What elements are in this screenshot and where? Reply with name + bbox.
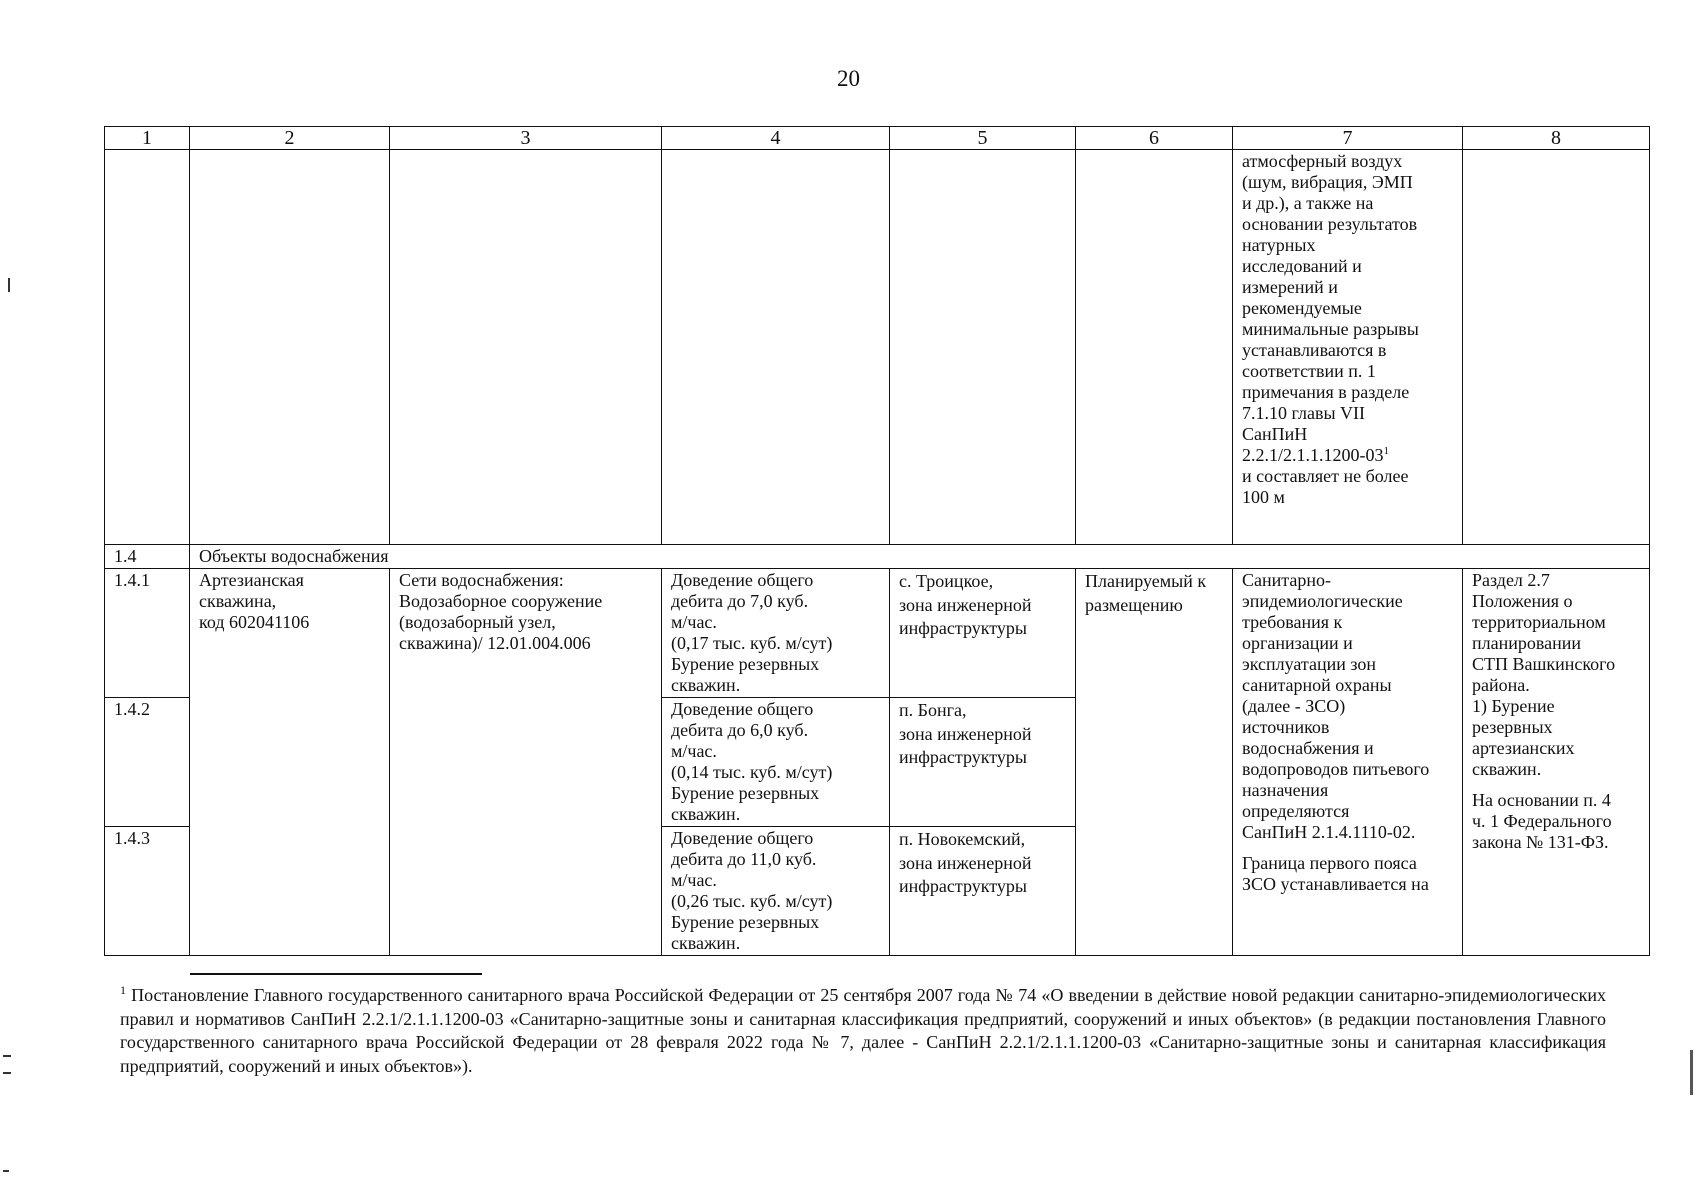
text-line: 100 м bbox=[1242, 487, 1285, 507]
text-line: Планируемый к bbox=[1085, 571, 1207, 591]
text-line: м/час. bbox=[671, 612, 717, 632]
sanpin-code: 2.2.1/2.1.1.1200-03 bbox=[1242, 445, 1384, 465]
text-line: скважин. bbox=[1472, 759, 1542, 779]
network-cell bbox=[390, 569, 662, 956]
capacity-cell bbox=[662, 569, 890, 698]
text-line: Раздел 2.7 bbox=[1472, 570, 1550, 590]
text-line: Санитарно- bbox=[1242, 570, 1331, 590]
empty-cell bbox=[890, 150, 1076, 545]
text-line: исследований и bbox=[1242, 256, 1362, 276]
header-cell: 4 bbox=[662, 127, 890, 150]
text-line: (водозаборный узел, bbox=[399, 612, 556, 632]
basis-cell bbox=[1463, 569, 1650, 956]
section-row bbox=[105, 545, 1650, 569]
scan-edge-mark bbox=[8, 278, 10, 292]
text-line: минимальные разрывы bbox=[1242, 319, 1419, 339]
page-number: 20 bbox=[837, 66, 860, 91]
header-row bbox=[105, 127, 1650, 150]
text-line: Положения о bbox=[1472, 591, 1573, 611]
header-cell: 1 bbox=[105, 127, 190, 150]
text-line: размещению bbox=[1085, 594, 1183, 615]
text-line: СанПиН 2.1.4.1110-02. bbox=[1242, 822, 1416, 842]
continuation-row bbox=[105, 150, 1650, 545]
empty-cell bbox=[105, 150, 190, 545]
text-line: Доведение общего bbox=[671, 699, 814, 719]
text-line: источников bbox=[1242, 717, 1330, 737]
scan-edge-mark bbox=[3, 1055, 11, 1057]
text-line: ч. 1 Федерального bbox=[1472, 811, 1612, 831]
text-line: закона № 131-ФЗ. bbox=[1472, 832, 1609, 852]
location-cell bbox=[890, 698, 1076, 827]
text-line: дебита до 7,0 куб. bbox=[671, 591, 809, 611]
text-line: с. Троицкое, bbox=[899, 571, 994, 591]
text-line: организации и bbox=[1242, 633, 1353, 653]
text-line: Артезианская bbox=[199, 570, 304, 590]
text-line: 1) Бурение bbox=[1472, 696, 1555, 716]
header-cell: 3 bbox=[390, 127, 662, 150]
table-row bbox=[105, 569, 1650, 698]
text-line: натурных bbox=[1242, 235, 1316, 255]
text-line: района. bbox=[1472, 675, 1530, 695]
text-line: СанПиН bbox=[1242, 424, 1308, 444]
text-line: и составляет не более bbox=[1242, 466, 1409, 486]
text-line: скважин. bbox=[671, 675, 741, 695]
header-cell: 8 bbox=[1463, 127, 1650, 150]
text-line: рекомендуемые bbox=[1242, 298, 1362, 318]
text-line: Сети водоснабжения: bbox=[399, 570, 564, 590]
text-line: ЗСО устанавливается на bbox=[1242, 874, 1429, 894]
requirements-cell bbox=[1233, 569, 1463, 956]
text-line: и др.), а также на bbox=[1242, 193, 1374, 213]
planning-table bbox=[104, 126, 1650, 956]
section-number: 1.4 bbox=[105, 545, 190, 569]
text-line: Водозаборное сооружение bbox=[399, 591, 603, 611]
text-line: скважин. bbox=[671, 804, 741, 824]
text-line: инфраструктуры bbox=[899, 876, 1027, 896]
continuation-requirements-cell bbox=[1233, 150, 1463, 545]
text-line: (0,26 тыс. куб. м/сут) bbox=[671, 891, 833, 911]
row-number: 1.4.1 bbox=[105, 569, 190, 698]
text-line: код 602041106 bbox=[199, 612, 310, 632]
text-line: зона инженерной bbox=[899, 723, 1032, 744]
text-line: п. Бонга, bbox=[899, 700, 967, 720]
header-cell: 2 bbox=[190, 127, 390, 150]
location-cell bbox=[890, 827, 1076, 956]
text-line: эпидемиологические bbox=[1242, 591, 1403, 611]
text-line: назначения bbox=[1242, 780, 1329, 800]
footnote-reference: 1 bbox=[1383, 445, 1389, 457]
text-line: СТП Вашкинского bbox=[1472, 654, 1616, 674]
empty-cell bbox=[662, 150, 890, 545]
text-line: соответствии п. 1 bbox=[1242, 361, 1376, 381]
empty-cell bbox=[1463, 150, 1650, 545]
empty-cell bbox=[190, 150, 390, 545]
status-cell bbox=[1076, 569, 1233, 956]
footnote-text: Постановление Главного государственного санитарного врача Российской Федерации от 25 сентября 2007 года № 74 «О введении в действие новой редакции санитарно-эпидемиологических правил и нормативов СанПиН 2.2.1/2.1.1.1200-03 «Санитарно-защитные зоны и санитарная классификация предприятий, сооружений и иных объектов» (в редакции постановления Главного государственного санитарного врача Российской Федерации от 28 февраля 2022 года № 7, далее - СанПиН 2.2.1/2.1.1.1200-03 «Санитарно-защитные зоны и санитарная классификация предприятий, сооружений и иных объектов»). bbox=[120, 985, 1607, 1076]
scan-edge-mark bbox=[3, 1170, 9, 1172]
text-line: примечания в разделе bbox=[1242, 382, 1410, 402]
text-line: (шум, вибрация, ЭМП bbox=[1242, 172, 1413, 192]
text-line: (0,14 тыс. куб. м/сут) bbox=[671, 762, 833, 782]
text-line: м/час. bbox=[671, 741, 717, 761]
text-line: требования к bbox=[1242, 612, 1343, 632]
location-cell bbox=[890, 569, 1076, 698]
text-line: На основании п. 4 bbox=[1472, 790, 1611, 810]
text-line: п. Новокемский, bbox=[899, 829, 1026, 849]
text-line: Доведение общего bbox=[671, 570, 814, 590]
text-line: планировании bbox=[1472, 633, 1582, 653]
text-line: 7.1.10 главы VII bbox=[1242, 403, 1366, 423]
text-line: Доведение общего bbox=[671, 828, 814, 848]
text-line: зона инженерной bbox=[899, 852, 1032, 873]
text-line: скважин. bbox=[671, 933, 741, 953]
text-line: скважина)/ 12.01.004.006 bbox=[399, 633, 591, 653]
text-line: Бурение резервных bbox=[671, 654, 820, 674]
text-line: м/час. bbox=[671, 870, 717, 890]
text-line: водоснабжения и bbox=[1242, 738, 1374, 758]
text-line: инфраструктуры bbox=[899, 747, 1027, 767]
capacity-cell bbox=[662, 827, 890, 956]
footnote bbox=[120, 984, 1606, 1078]
text-line: территориальном bbox=[1472, 612, 1606, 632]
text-line: (0,17 тыс. куб. м/сут) bbox=[671, 633, 833, 653]
scan-edge-mark bbox=[3, 1072, 11, 1074]
text-line: дебита до 11,0 куб. bbox=[671, 849, 817, 869]
header-cell: 7 bbox=[1233, 127, 1463, 150]
footnote-mark: 1 bbox=[120, 983, 126, 997]
capacity-cell bbox=[662, 698, 890, 827]
scan-edge-mark bbox=[1690, 1050, 1693, 1095]
row-number: 1.4.2 bbox=[105, 698, 190, 827]
footnote-separator bbox=[190, 973, 482, 975]
object-name-cell bbox=[190, 569, 390, 956]
empty-cell bbox=[1076, 150, 1233, 545]
text-line: эксплуатации зон bbox=[1242, 654, 1377, 674]
header-cell: 6 bbox=[1076, 127, 1233, 150]
section-title: Объекты водоснабжения bbox=[190, 545, 1650, 569]
text-line: резервных bbox=[1472, 717, 1553, 737]
text-line: устанавливаются в bbox=[1242, 340, 1387, 360]
text-line: зона инженерной bbox=[899, 594, 1032, 615]
text-line: Бурение резервных bbox=[671, 783, 820, 803]
text-line bbox=[1242, 445, 1453, 466]
text-line: санитарной охраны bbox=[1242, 675, 1392, 695]
text-line: основании результатов bbox=[1242, 214, 1418, 234]
text-line: скважина, bbox=[199, 591, 277, 611]
header-cell: 5 bbox=[890, 127, 1076, 150]
text-line: Граница первого пояса bbox=[1242, 853, 1417, 873]
text-line: инфраструктуры bbox=[899, 618, 1027, 638]
text-line: атмосферный воздух bbox=[1242, 151, 1403, 171]
text-line: измерений и bbox=[1242, 277, 1338, 297]
text-line: водопроводов питьевого bbox=[1242, 759, 1430, 779]
text-line: дебита до 6,0 куб. bbox=[671, 720, 809, 740]
text-line: Бурение резервных bbox=[671, 912, 820, 932]
empty-cell bbox=[390, 150, 662, 545]
text-line: артезианских bbox=[1472, 738, 1575, 758]
text-line: (далее - ЗСО) bbox=[1242, 696, 1346, 716]
row-number: 1.4.3 bbox=[105, 827, 190, 956]
text-line: определяются bbox=[1242, 801, 1350, 821]
